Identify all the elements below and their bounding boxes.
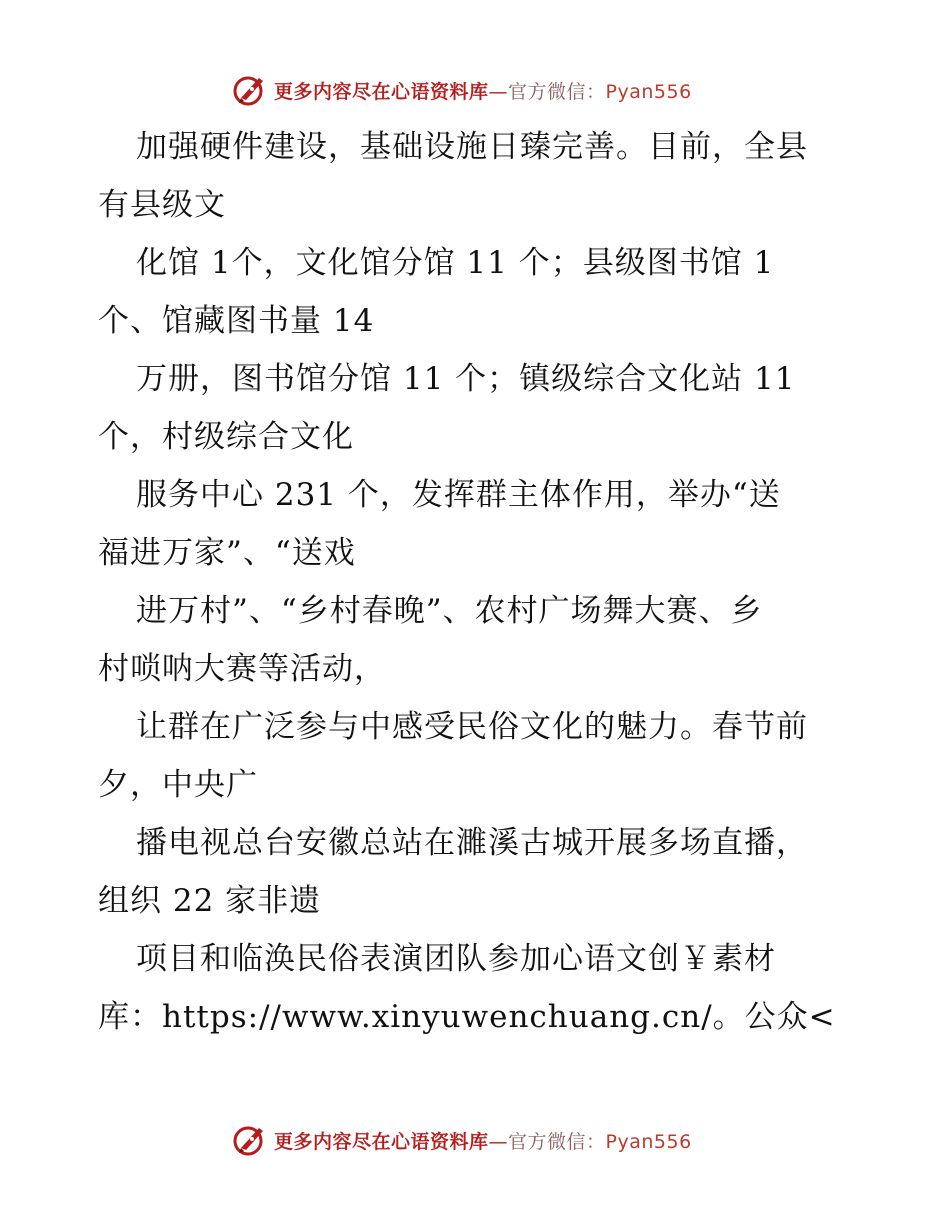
header-banner-title: 更多内容尽在心语资料库 (274, 80, 489, 103)
body-line: 服务中心 231 个，发挥群主体作用，举办“送 (136, 477, 781, 513)
body-line: 加强硬件建设，基础设施日臻完善。目前，全县 (136, 129, 808, 165)
footer-banner (232, 1120, 712, 1160)
document-body (98, 118, 858, 1046)
quill-pen-icon (232, 1122, 268, 1158)
body-line: 个，村级综合文化 (98, 419, 354, 455)
header-banner (232, 70, 712, 110)
header-banner-dash: — (488, 80, 509, 103)
body-line: 福进万家”、“送戏 (98, 535, 356, 571)
body-line: 进万村”、“乡村春晚”、农村广场舞大赛、乡 (136, 593, 763, 629)
body-line: 万册，图书馆分馆 11 个；镇级综合文化站 11 (136, 361, 796, 397)
body-line: 夕，中央广 (98, 767, 258, 803)
body-line: 播电视总台安徽总站在濉溪古城开展多场直播， (136, 825, 808, 861)
footer-banner-title: 更多内容尽在心语资料库 (274, 1130, 489, 1153)
body-line: 化馆 1个，文化馆分馆 11 个；县级图书馆 1 (136, 245, 775, 281)
footer-wechat-account: Pyan556 (605, 1130, 692, 1153)
body-line: 组织 22 家非遗 (98, 883, 322, 919)
body-line: 村唢呐大赛等活动， (98, 651, 386, 687)
footer-banner-text (274, 1127, 692, 1154)
footer-wechat-label: 官方微信： (508, 1130, 606, 1153)
body-line: 库：https://www.xinyuwenchuang.cn/。公众< (98, 999, 836, 1035)
body-line: 项目和临涣民俗表演团队参加心语文创￥素材 (136, 941, 776, 977)
header-banner-text (274, 77, 692, 104)
body-line: 有县级文 (98, 187, 226, 223)
quill-pen-icon (232, 72, 268, 108)
body-line: 让群在广泛参与中感受民俗文化的魅力。春节前 (136, 709, 808, 745)
header-wechat-label: 官方微信： (508, 80, 606, 103)
body-line: 个、馆藏图书量 14 (98, 303, 375, 339)
header-wechat-account: Pyan556 (605, 80, 692, 103)
footer-banner-dash: — (488, 1130, 509, 1153)
